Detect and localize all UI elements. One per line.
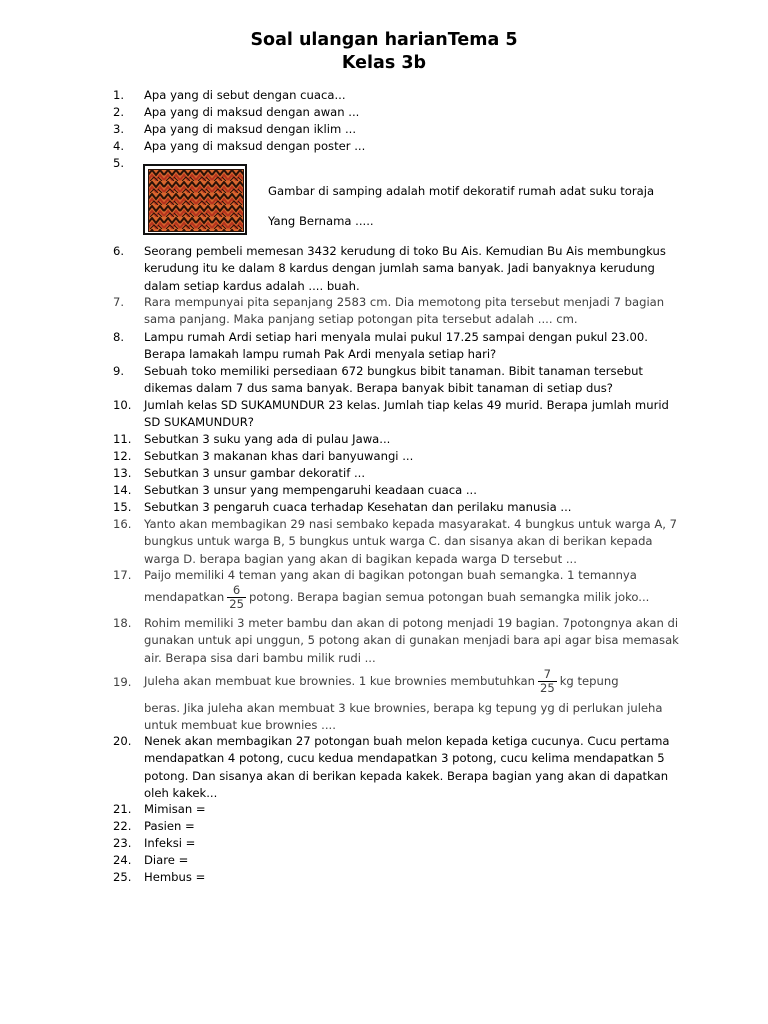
question-item [113, 363, 683, 398]
question-text: Rohim memiliki 3 meter bambu dan akan di potong menjadi 19 bagian. 7potongnya akan di gunakan untuk api unggun, 5 potong akan di gunakan menjadi bara api agar bisa memasak air. Berapa sisa dari bambu milik rudi ... [144, 616, 679, 665]
question-text: Diare = [144, 853, 189, 867]
question-text: Sebuah toko memiliki persediaan 672 bungkus bibit tanaman. Bibit tanaman tersebut dikemas dalam 7 dus sama banyak. Berapa banyak bibit tanaman di setiap dus? [144, 364, 643, 396]
fraction [538, 668, 557, 695]
question-item [113, 431, 683, 448]
question-text: Sebutkan 3 suku yang ada di pulau Jawa... [144, 432, 391, 446]
question-item [113, 668, 683, 735]
question-text: Sebutkan 3 pengaruh cuaca terhadap Kesehatan dan perilaku manusia ... [144, 500, 572, 514]
question-text: Apa yang di maksud dengan awan ... [144, 105, 360, 119]
question-number: 2. [113, 105, 125, 119]
question-item [113, 329, 683, 364]
question-item [113, 104, 683, 121]
image-caption: Gambar di samping adalah motif dekoratif rumah adat suku toraja [268, 184, 655, 198]
question-item [113, 397, 683, 432]
question-item [113, 87, 683, 104]
question-text: Yanto akan membagikan 29 nasi sembako kepada masyarakat. 4 bungkus untuk warga A, 7 bungkus untuk warga B, 5 bungkus untuk warga C. dan sisanya akan di berikan kepada warga D. berapa bagian yang akan di bagikan kepada warga D tersebut ... [144, 517, 677, 566]
question-item [113, 482, 683, 499]
question-item [113, 818, 683, 835]
question-text-after-fraction: potong. Berapa bagian semua potongan buah semangka milik joko... [248, 590, 650, 605]
question-number: 21. [113, 802, 132, 816]
question-number: 10. [113, 398, 132, 412]
question-number: 7. [113, 295, 125, 309]
page-subtitle: Kelas 3b [341, 53, 427, 73]
question-text-before-fraction: Juleha akan membuat kue brownies. 1 kue brownies membutuhkan [144, 674, 535, 688]
question-item [113, 801, 683, 818]
question-text: Mimisan = [144, 802, 206, 816]
fraction [227, 584, 246, 611]
question-text: Nenek akan membagikan 27 potongan buah melon kepada ketiga cucunya. Cucu pertama mendapatkan 4 potong, cucu kedua mendapatkan 3 potong, cucu kelima mendapatkan 5 potong. Dan sisanya akan di berikan kepada kakek. Berapa bagian yang akan di dapatkan oleh kakek... [144, 734, 670, 801]
question-text: Sebutkan 3 unsur gambar dekoratif ... [144, 466, 366, 480]
question-number: 23. [113, 836, 132, 850]
question-number: 1. [113, 88, 125, 102]
question-number: 15. [113, 500, 132, 514]
question-number: 13. [113, 466, 132, 480]
question-text-before-fraction: mendapatkan [144, 590, 225, 605]
fraction-numerator: 7 [543, 667, 552, 681]
question-item [113, 465, 683, 482]
question-number: 8. [113, 330, 125, 344]
question-text-continued: beras. Jika juleha akan membuat 3 kue brownies, berapa kg tepung yg di perlukan juleha untuk membuat kue brownies .... [144, 701, 663, 733]
question-text: Apa yang di maksud dengan poster ... [144, 139, 366, 153]
question-text: Sebutkan 3 makanan khas dari banyuwangi ... [144, 449, 414, 463]
question-item [113, 615, 683, 667]
question-number: 4. [113, 139, 125, 153]
question-text: Lampu rumah Ardi setiap hari menyala mulai pukul 17.25 sampai dengan pukul 23.00. Berapa lamakah lampu rumah Pak Ardi menyala setiap hari? [144, 330, 648, 362]
question-text: Apa yang di sebut dengan cuaca... [144, 88, 346, 102]
fraction-denominator: 25 [539, 681, 555, 695]
question-number: 6. [113, 244, 125, 258]
question-item [113, 516, 683, 568]
question-number: 3. [113, 122, 125, 136]
question-item [113, 294, 683, 329]
question-item [113, 835, 683, 852]
image-caption-question: Yang Bernama ..... [268, 214, 374, 228]
question-item [113, 567, 683, 611]
question-item [113, 499, 683, 516]
question-text: Jumlah kelas SD SUKAMUNDUR 23 kelas. Jumlah tiap kelas 49 murid. Berapa jumlah murid SD SUKAMUNDUR? [144, 398, 669, 430]
question-text-after-fraction: kg tepung [559, 674, 619, 688]
question-item [113, 733, 683, 803]
fraction-numerator: 6 [232, 583, 241, 598]
page-title: Soal ulangan harianTema 5 [250, 30, 518, 50]
question-number: 19. [113, 675, 132, 689]
question-number: 24. [113, 853, 132, 867]
toraja-motif-image [143, 164, 247, 235]
question-text: Hembus = [144, 870, 206, 884]
question-text: Paijo memiliki 4 teman yang akan di bagikan potongan buah semangka. 1 temannya [144, 568, 637, 582]
question-text: Infeksi = [144, 836, 196, 850]
question-item [113, 121, 683, 138]
question-number: 25. [113, 870, 132, 884]
question-number: 17. [113, 568, 132, 582]
question-text: Rara mempunyai pita sepanjang 2583 cm. Dia memotong pita tersebut menjadi 7 bagian sama panjang. Maka panjang setiap potongan pita tersebut adalah .... cm. [144, 295, 665, 327]
question-item [113, 243, 683, 295]
question-number: 18. [113, 616, 132, 630]
question-text: Pasien = [144, 819, 195, 833]
question-text: Seorang pembeli memesan 3432 kerudung di toko Bu Ais. Kemudian Bu Ais membungkus kerudung itu ke dalam 8 kardus dengan jumlah sama banyak. Jadi banyaknya kerudung dalam setiap kardus adalah .... buah. [144, 244, 666, 293]
question-item [113, 869, 683, 886]
question-item [113, 448, 683, 465]
fraction-denominator: 25 [229, 597, 244, 612]
question-text: Sebutkan 3 unsur yang mempengaruhi keadaan cuaca ... [144, 483, 477, 497]
question-number: 22. [113, 819, 132, 833]
question-item [113, 852, 683, 869]
question-number: 11. [113, 432, 132, 446]
question-number: 14. [113, 483, 132, 497]
question-number: 20. [113, 734, 132, 748]
question-number: 9. [113, 364, 125, 378]
question-number: 5. [113, 156, 125, 170]
question-number: 12. [113, 449, 132, 463]
question-text: Apa yang di maksud dengan iklim ... [144, 122, 356, 136]
question-item [113, 138, 683, 155]
question-number: 16. [113, 517, 132, 531]
